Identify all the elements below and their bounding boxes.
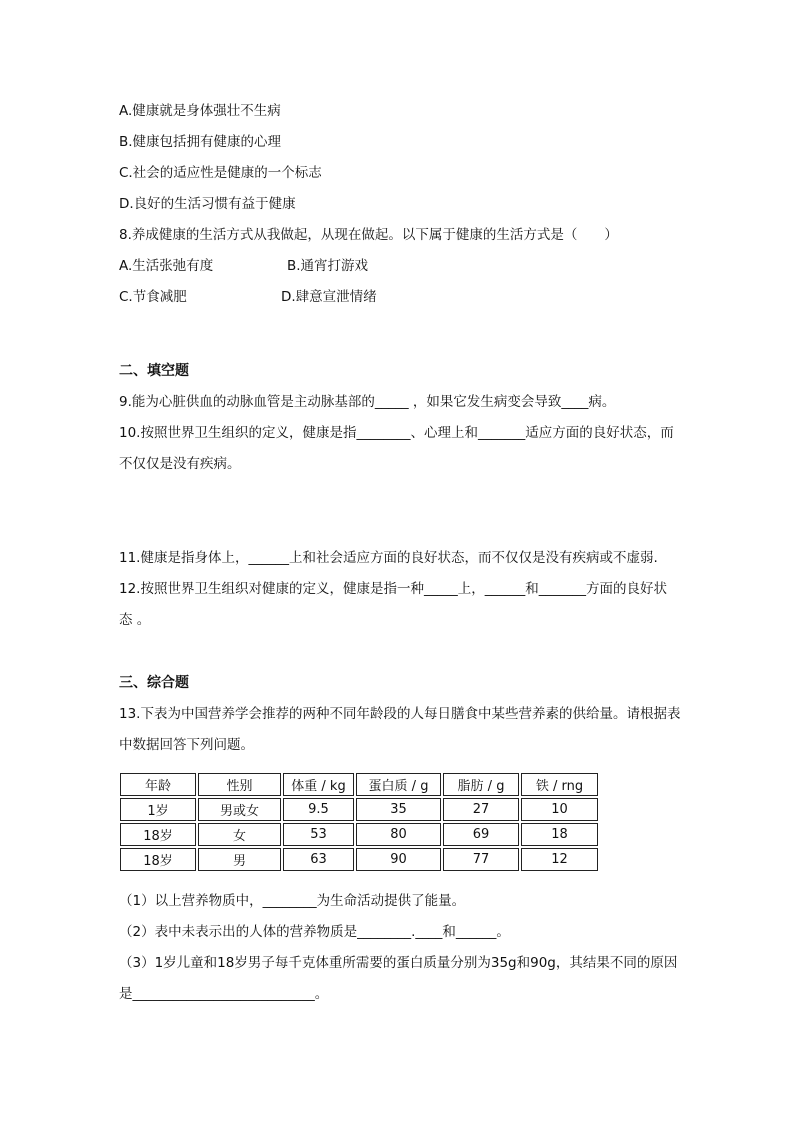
table-cell: 女 bbox=[198, 823, 281, 846]
table-cell: 63 bbox=[283, 848, 354, 871]
q7-option-d: D.良好的生活习惯有益于健康 bbox=[119, 196, 296, 212]
table-cell: 27 bbox=[443, 798, 519, 821]
table-cell: 12 bbox=[521, 848, 598, 871]
table-header-cell: 铁 / rng bbox=[521, 773, 598, 796]
table-row bbox=[120, 823, 598, 846]
q9: 9.能为心脏供血的动脉血管是主动脉基部的_____ ，如果它发生病变会导致____病。 bbox=[119, 394, 616, 410]
table-cell: 90 bbox=[356, 848, 441, 871]
q7-option-b: B.健康包括拥有健康的心理 bbox=[119, 134, 282, 150]
section2-title: 二、填空题 bbox=[119, 363, 189, 379]
nutrient-table bbox=[118, 771, 600, 873]
q13-sub1: （1）以上营养物质中，________为生命活动提供了能量。 bbox=[119, 893, 466, 909]
table-cell: 18岁 bbox=[120, 848, 196, 871]
q8-option-a: A.生活张弛有度 bbox=[119, 258, 214, 274]
q8-options-row2 bbox=[119, 287, 619, 307]
q13-sub3-line2: 是___________________________。 bbox=[119, 986, 329, 1002]
table-cell: 1岁 bbox=[120, 798, 196, 821]
table-header-row bbox=[120, 773, 598, 796]
q12-line2: 态 。 bbox=[119, 612, 151, 628]
table-header-cell: 性别 bbox=[198, 773, 281, 796]
table-cell: 男 bbox=[198, 848, 281, 871]
q12-line1: 12.按照世界卫生组织对健康的定义，健康是指一种_____上，______和_______方面的良好状 bbox=[119, 581, 667, 597]
section3-title: 三、综合题 bbox=[119, 675, 189, 691]
q8-option-c: C.节食减肥 bbox=[119, 289, 187, 305]
q10-line1: 10.按照世界卫生组织的定义，健康是指________、心理上和_______适应方面的良好状态，而 bbox=[119, 425, 674, 441]
table-header-cell: 蛋白质 / g bbox=[356, 773, 441, 796]
q10-line2: 不仅仅是没有疾病。 bbox=[119, 456, 241, 472]
table-cell: 9.5 bbox=[283, 798, 354, 821]
q8-option-b: B.通宵打游戏 bbox=[287, 258, 369, 274]
table-cell: 69 bbox=[443, 823, 519, 846]
table-row bbox=[120, 848, 598, 871]
q13-line1: 13.下表为中国营养学会推荐的两种不同年龄段的人每日膳食中某些营养素的供给量。请根据表 bbox=[119, 706, 681, 722]
table-header-cell: 体重 / kg bbox=[283, 773, 354, 796]
table-header-cell: 脂肪 / g bbox=[443, 773, 519, 796]
q8-option-d: D.肆意宣泄情绪 bbox=[281, 289, 377, 305]
table-header-cell: 年龄 bbox=[120, 773, 196, 796]
q8-stem: 8.养成健康的生活方式从我做起，从现在做起。以下属于健康的生活方式是（ ） bbox=[119, 227, 618, 243]
q7-option-c: C.社会的适应性是健康的一个标志 bbox=[119, 165, 322, 181]
q13-line2: 中数据回答下列问题。 bbox=[119, 737, 254, 753]
q11: 11.健康是指身体上，______上和社会适应方面的良好状态，而不仅仅是没有疾病或不虚弱. bbox=[119, 550, 658, 566]
q13-sub3-line1: （3）1岁儿童和18岁男子每千克体重所需要的蛋白质量分别为35g和90g，其结果不同的原因 bbox=[119, 955, 678, 971]
q13-sub2: （2）表中未表示出的人体的营养物质是________.____和______。 bbox=[119, 924, 510, 940]
q7-option-a: A.健康就是身体强壮不生病 bbox=[119, 103, 281, 119]
table-cell: 18岁 bbox=[120, 823, 196, 846]
table-cell: 53 bbox=[283, 823, 354, 846]
table-row bbox=[120, 798, 598, 821]
q8-options-row1 bbox=[119, 256, 619, 276]
table-cell: 77 bbox=[443, 848, 519, 871]
table-cell: 10 bbox=[521, 798, 598, 821]
table-cell: 35 bbox=[356, 798, 441, 821]
table-cell: 18 bbox=[521, 823, 598, 846]
table-cell: 80 bbox=[356, 823, 441, 846]
table-cell: 男或女 bbox=[198, 798, 281, 821]
